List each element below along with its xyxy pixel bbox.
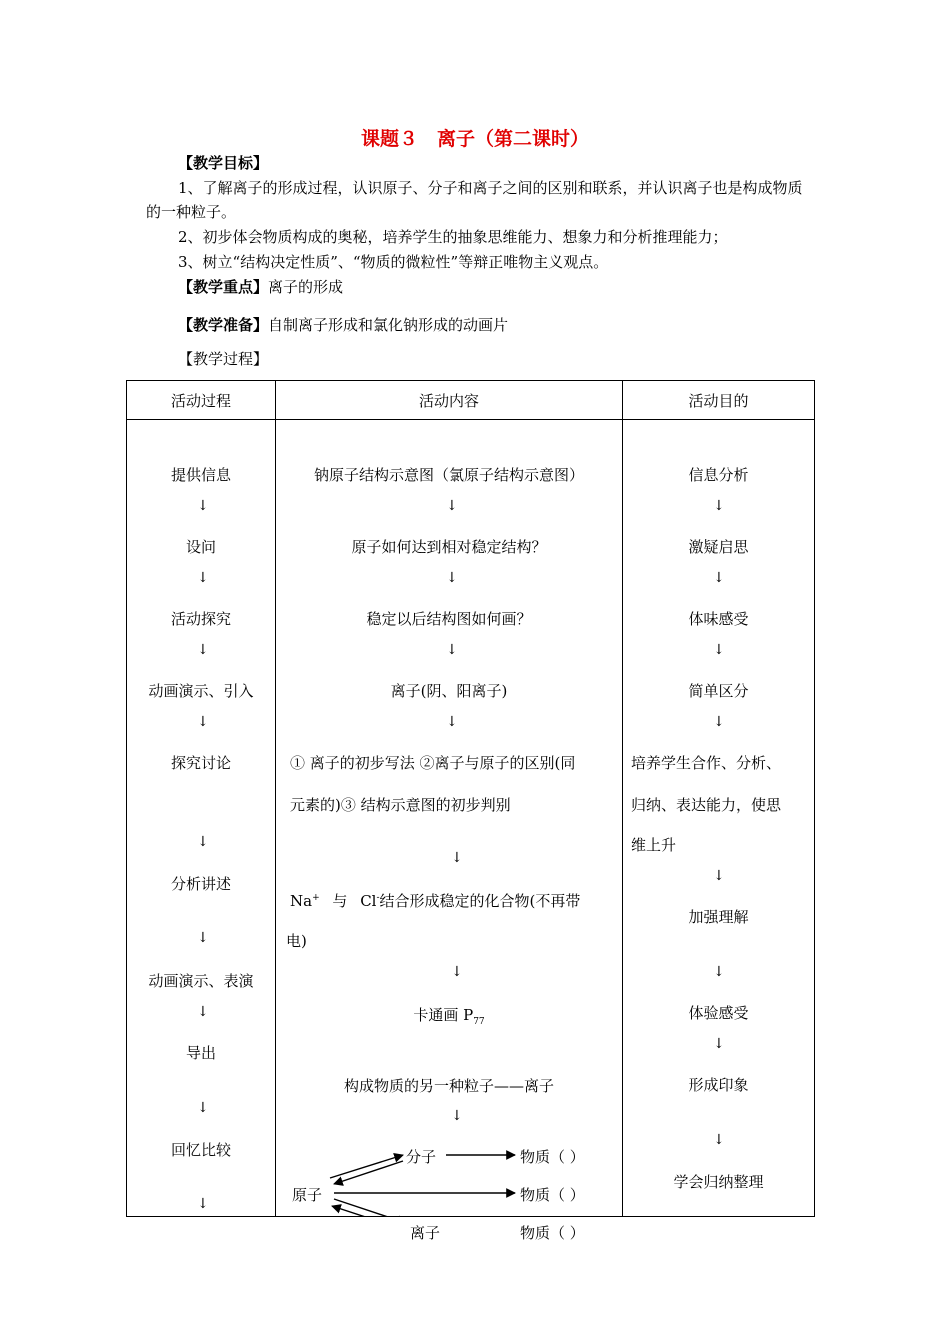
arrow-down-icon: ↓ bbox=[197, 930, 209, 946]
arrow-down-icon: ↓ bbox=[446, 570, 458, 586]
content-stable-question: 原子如何达到相对稳定结构？ bbox=[351, 538, 547, 556]
purpose-info-analysis: 信息分析 bbox=[688, 466, 749, 484]
content-na-cl-line2: 电) bbox=[286, 932, 307, 950]
purpose-cooperate-line1: 培养学生合作、分析、 bbox=[631, 754, 782, 772]
diagram-ion: 离子 bbox=[410, 1224, 441, 1242]
table-body-row bbox=[127, 420, 815, 1217]
arrow-down-icon: ↓ bbox=[197, 1100, 209, 1116]
arrow-down-icon: ↓ bbox=[451, 850, 463, 866]
arrow-down-icon: ↓ bbox=[713, 1132, 725, 1148]
header-content: 活动内容 bbox=[276, 381, 623, 420]
process-column bbox=[127, 420, 276, 1217]
content-ion-particle: 构成物质的另一种粒子——离子 bbox=[343, 1077, 554, 1095]
preparation-heading: 【教学准备】 bbox=[178, 316, 269, 334]
arrow-down-icon: ↓ bbox=[451, 1108, 463, 1124]
purpose-experience: 体味感受 bbox=[688, 610, 749, 628]
arrow-down-icon: ↓ bbox=[197, 714, 209, 730]
step-animation-perform: 动画演示、表演 bbox=[148, 972, 254, 990]
arrow-down-icon: ↓ bbox=[713, 570, 725, 586]
arrow-down-icon: ↓ bbox=[197, 1196, 209, 1212]
sodium-charge: + bbox=[312, 893, 320, 903]
cartoon-label: 卡通画 P bbox=[413, 1006, 474, 1024]
diagram-molecule: 分子 bbox=[406, 1148, 437, 1166]
and-word: 与 bbox=[332, 892, 348, 910]
step-recall-compare: 回忆比较 bbox=[170, 1141, 231, 1159]
arrow-down-icon: ↓ bbox=[713, 868, 725, 884]
arrow-down-icon: ↓ bbox=[446, 498, 458, 514]
diagram-substance-3: 物质（ ） bbox=[520, 1224, 585, 1242]
arrow-down-icon: ↓ bbox=[713, 964, 725, 980]
objective-1: 1、了解离子的形成过程，认识原子、分子和离子之间的区别和联系，并认识离子也是构成物质的一种粒子。 bbox=[146, 179, 803, 221]
content-discussion-line2: 元素的)③ 结构示意图的初步判别 bbox=[290, 796, 511, 814]
table-header-row bbox=[127, 381, 815, 420]
process-table bbox=[126, 380, 815, 1242]
process-heading: 【教学过程】 bbox=[178, 350, 269, 368]
arrow-down-icon: ↓ bbox=[197, 834, 209, 850]
key-point-heading: 【教学重点】 bbox=[178, 278, 269, 296]
arrow-down-icon: ↓ bbox=[197, 1004, 209, 1020]
step-explore-discuss: 探究讨论 bbox=[170, 754, 231, 772]
header-purpose: 活动目的 bbox=[623, 381, 815, 420]
arrow-down-icon: ↓ bbox=[446, 642, 458, 658]
diagram-atom: 原子 bbox=[292, 1186, 323, 1204]
arrow-down-icon: ↓ bbox=[713, 498, 725, 514]
page-title: 课题３ 离子（第二课时） bbox=[360, 128, 589, 150]
arrow-down-icon: ↓ bbox=[197, 570, 209, 586]
key-point-text: 离子的形成 bbox=[268, 278, 344, 296]
sodium-symbol: Na bbox=[290, 892, 313, 910]
content-column bbox=[276, 420, 623, 1242]
diagram-arrows bbox=[276, 420, 622, 1216]
objective-3: 3、树立“结构决定性质”、“物质的微粒性”等辩正唯物主义观点。 bbox=[178, 253, 609, 271]
step-animation-intro: 动画演示、引入 bbox=[148, 682, 254, 700]
arrow-down-icon: ↓ bbox=[197, 642, 209, 658]
content-atom-diagrams: 钠原子结构示意图（氯原子结构示意图） bbox=[313, 466, 584, 484]
purpose-inspire: 激疑启思 bbox=[688, 538, 749, 556]
header-process: 活动过程 bbox=[127, 381, 276, 420]
purpose-experience-2: 体验感受 bbox=[688, 1004, 749, 1022]
arrow-down-icon: ↓ bbox=[713, 1036, 725, 1052]
purpose-column bbox=[623, 420, 815, 1217]
purpose-summarize: 学会归纳整理 bbox=[673, 1173, 764, 1191]
purpose-impression: 形成印象 bbox=[688, 1076, 749, 1094]
purpose-cooperate-line3: 维上升 bbox=[631, 836, 677, 854]
objective-2: 2、初步体会物质构成的奥秘，培养学生的抽象思维能力、想象力和分析推理能力； bbox=[178, 228, 728, 246]
arrow-down-icon: ↓ bbox=[197, 498, 209, 514]
content-draw-question: 稳定以后结构图如何画？ bbox=[366, 610, 532, 628]
compound-text: 结合形成稳定的化合物(不再带 bbox=[379, 892, 581, 910]
arrow-down-icon: ↓ bbox=[446, 714, 458, 730]
arrow-ion-to-atom bbox=[332, 1206, 402, 1216]
purpose-distinguish: 简单区分 bbox=[688, 682, 749, 700]
objectives-heading: 【教学目标】 bbox=[178, 154, 269, 172]
key-point bbox=[178, 276, 343, 297]
arrow-down-icon: ↓ bbox=[451, 964, 463, 980]
diagram-substance-1: 物质（ ） bbox=[520, 1148, 585, 1166]
step-analysis: 分析讲述 bbox=[170, 875, 231, 893]
step-derive: 导出 bbox=[185, 1044, 216, 1062]
purpose-understand: 加强理解 bbox=[688, 908, 749, 926]
arrow-atom-to-molecule bbox=[330, 1155, 403, 1178]
arrow-molecule-to-atom bbox=[334, 1161, 403, 1184]
cartoon-page: 77 bbox=[473, 1017, 485, 1027]
arrow-down-icon: ↓ bbox=[713, 714, 725, 730]
content-ions: 离子(阴、阳离子) bbox=[390, 682, 508, 700]
diagram-substance-2: 物质（ ） bbox=[520, 1186, 585, 1204]
step-question: 设问 bbox=[185, 538, 216, 556]
chlorine-symbol: Cl bbox=[360, 892, 377, 910]
arrow-down-icon: ↓ bbox=[713, 642, 725, 658]
arrow-atom-to-ion bbox=[334, 1199, 406, 1216]
preparation-text: 自制离子形成和氯化钠形成的动画片 bbox=[268, 316, 509, 334]
preparation bbox=[178, 314, 508, 335]
step-provide-info: 提供信息 bbox=[170, 466, 231, 484]
step-activity-explore: 活动探究 bbox=[170, 610, 231, 628]
chlorine-charge: - bbox=[376, 893, 380, 903]
content-discussion-line1: ① 离子的初步写法 ②离子与原子的区别(同 bbox=[290, 754, 576, 772]
purpose-cooperate-line2: 归纳、表达能力，使思 bbox=[631, 796, 782, 814]
